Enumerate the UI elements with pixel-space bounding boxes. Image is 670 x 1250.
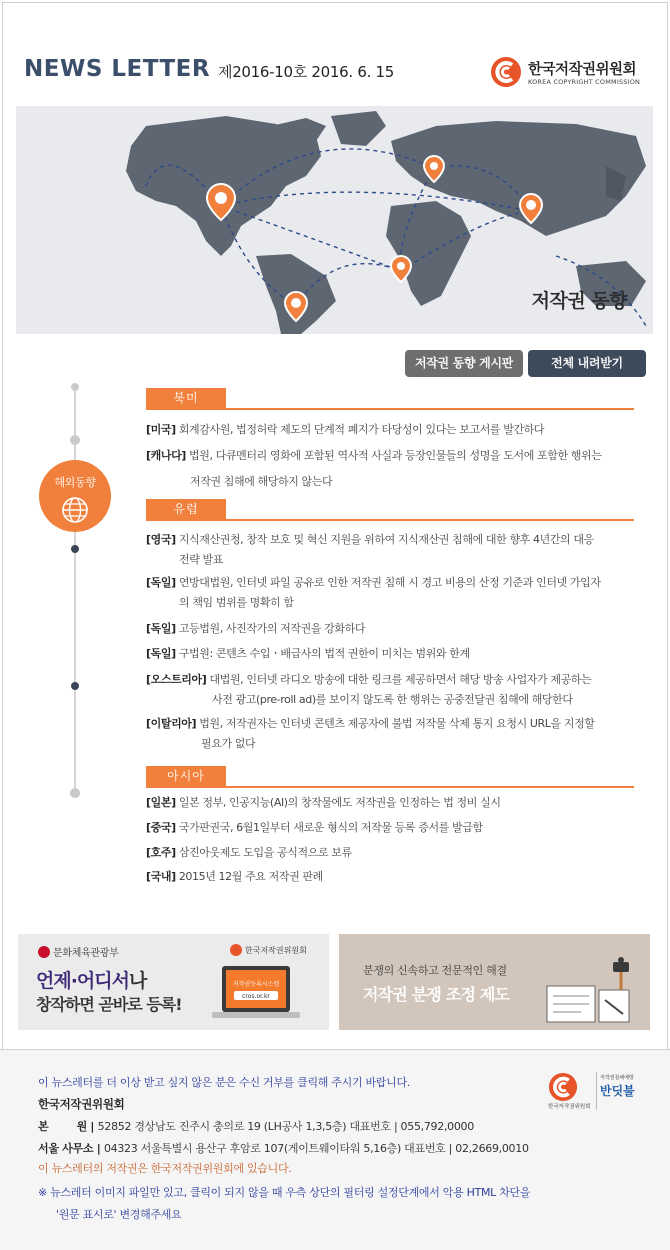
copyright-trends-board-button[interactable]: 저작권 동향 게시판 bbox=[405, 350, 523, 377]
hq-address: 본 원 | 52852 경상남도 진주시 충의로 19 (LH공사 1,3,5층) 대표번호 | 055,792,0000 bbox=[38, 1120, 474, 1133]
footer-org-name: 한국저작권위원회 bbox=[38, 1097, 125, 1111]
globe-icon bbox=[61, 496, 89, 524]
timeline-dot bbox=[71, 545, 79, 553]
dispute-mediation-banner[interactable] bbox=[339, 934, 650, 1030]
seoul-office-address: 서울 사무소 | 04323 서울특별시 용산구 후암로 107(게이트웨이타워 5,16층) 대표번호 | 02,2669,0010 bbox=[38, 1142, 529, 1155]
unsubscribe-link[interactable]: 이 뉴스레터를 더 이상 받고 싶지 않은 분은 수신 거부를 클릭해 주시기 바랍니다. bbox=[38, 1076, 410, 1089]
banner-headline: 언제·어디서나 bbox=[36, 970, 147, 992]
header bbox=[0, 0, 670, 100]
hero-title: 저작권 동향 bbox=[531, 290, 627, 312]
section-title: 아시아 bbox=[146, 766, 226, 786]
html-blocking-note-cont: '원문 표시로' 변경해주세요 bbox=[56, 1208, 182, 1221]
bandi-caption: 저작권침해예방 bbox=[600, 1075, 634, 1081]
news-item[interactable]: [이탈리아] 법원, 저작권자는 인터넷 콘텐츠 제공자에 불법 저작물 삭제 통지 요청시 URL을 지정할 필요가 없다 bbox=[146, 717, 595, 750]
copyright-notice: 이 뉴스레터의 저작권은 한국저작권위원회에 있습니다. bbox=[38, 1162, 292, 1175]
html-blocking-note: ※ 뉴스레터 이미지 파일만 있고, 클릭이 되지 않을 때 우측 상단의 필터링 설정단계에서 악용 HTML 차단을 bbox=[38, 1186, 531, 1199]
timeline-dot bbox=[71, 383, 79, 391]
footer bbox=[0, 1050, 670, 1250]
kcc-logo-icon bbox=[490, 56, 522, 88]
region-overseas-badge bbox=[39, 460, 111, 532]
timeline-line bbox=[74, 385, 76, 795]
kcc-logo-small: 한국저작권위원회 bbox=[230, 944, 307, 956]
kcc-logo-icon bbox=[230, 944, 242, 956]
footer-logos[interactable] bbox=[548, 1070, 648, 1114]
news-item[interactable]: [호주] 삼진아웃제도 도입을 공식적으로 보류 bbox=[146, 846, 352, 859]
issue-number: 제2016-10호 2016. 6. 15 bbox=[218, 63, 394, 81]
news-item[interactable]: [영국] 지식재산권청, 창작 보호 및 혁신 지원을 위하여 지식재산권 침해에 대한 향후 4년간의 대응 전략 발표 bbox=[146, 533, 594, 566]
org-name-en: KOREA COPYRIGHT COMMISSION bbox=[528, 78, 641, 86]
news-item[interactable]: [국내] 2015년 12월 주요 저작권 판례 bbox=[146, 870, 323, 883]
news-item[interactable]: [독일] 연방대법원, 인터넷 파일 공유로 인한 저작권 침해 시 경고 비용의 산정 기준과 인터넷 가입자 의 책임 범위를 명확히 함 bbox=[146, 576, 601, 609]
org-name: 한국저작권위원회 bbox=[528, 62, 637, 78]
taegeuk-icon bbox=[38, 946, 50, 958]
news-item[interactable]: [독일] 구법원: 콘텐츠 수입ㆍ배급사의 법적 권한이 미치는 범위와 한계 bbox=[146, 647, 470, 660]
timeline-dot bbox=[70, 435, 80, 445]
hero-banner bbox=[16, 106, 653, 334]
news-item[interactable]: [일본] 일본 정부, 인공지능(AI)의 창작물에도 저작권을 인정하는 법 정비 실시 bbox=[146, 796, 501, 809]
region-label: 해외동향 bbox=[54, 476, 96, 489]
news-item[interactable]: [오스트리아] 대법원, 인터넷 라디오 방송에 대한 링크를 제공하면서 해당 방송 사업자가 제공하는 사전 광고(pre-roll ad)를 보이지 않도록 한 행위는 공중전달권 침해에 해당한다 bbox=[146, 673, 592, 706]
screen-title: 저작권등록시스템 bbox=[232, 981, 280, 988]
banner-subline: 분쟁의 신속하고 전문적인 해결 bbox=[363, 964, 507, 977]
newsletter-title: NEWS LETTER bbox=[24, 56, 211, 82]
ministry-logo: 문화체육관광부 bbox=[38, 944, 119, 959]
bandi-logo: 반딧불 bbox=[600, 1084, 635, 1098]
timeline-dot bbox=[70, 788, 80, 798]
org-logo[interactable] bbox=[490, 54, 650, 94]
document-gavel-icon bbox=[545, 954, 645, 1026]
copyright-registration-banner[interactable] bbox=[18, 934, 329, 1030]
section-title: 북미 bbox=[146, 388, 226, 408]
download-all-button[interactable]: 전체 내려받기 bbox=[528, 350, 646, 377]
footer-logo-name: 한국저작권위원회 bbox=[548, 1104, 591, 1110]
news-item[interactable]: [독일] 고등법원, 사진작가의 저작권을 강화하다 bbox=[146, 622, 366, 635]
news-item[interactable]: [캐나다] 법원, 다큐멘터리 영화에 포함된 역사적 사실과 등장인물들의 성명을 도서에 포함한 행위는 저작권 침해에 해당하지 않는다 bbox=[146, 449, 602, 488]
banner-subheadline: 창작하면 곧바로 등록! bbox=[36, 995, 182, 1014]
screen-url: cros.or.kr bbox=[242, 993, 270, 1000]
section-title: 유럽 bbox=[146, 499, 226, 519]
banner-headline: 저작권 분쟁 조정 제도 bbox=[363, 985, 510, 1004]
laptop-icon bbox=[208, 964, 304, 1024]
kcc-logo-icon bbox=[548, 1072, 578, 1102]
news-item[interactable]: [미국] 회계감사원, 법정허락 제도의 단계적 폐지가 타당성이 있다는 보고서를 발간하다 bbox=[146, 423, 545, 436]
news-item[interactable]: [중국] 국가판권국, 6월1일부터 새로운 형식의 저작물 등록 증서를 발급함 bbox=[146, 821, 483, 834]
timeline-dot bbox=[71, 682, 79, 690]
